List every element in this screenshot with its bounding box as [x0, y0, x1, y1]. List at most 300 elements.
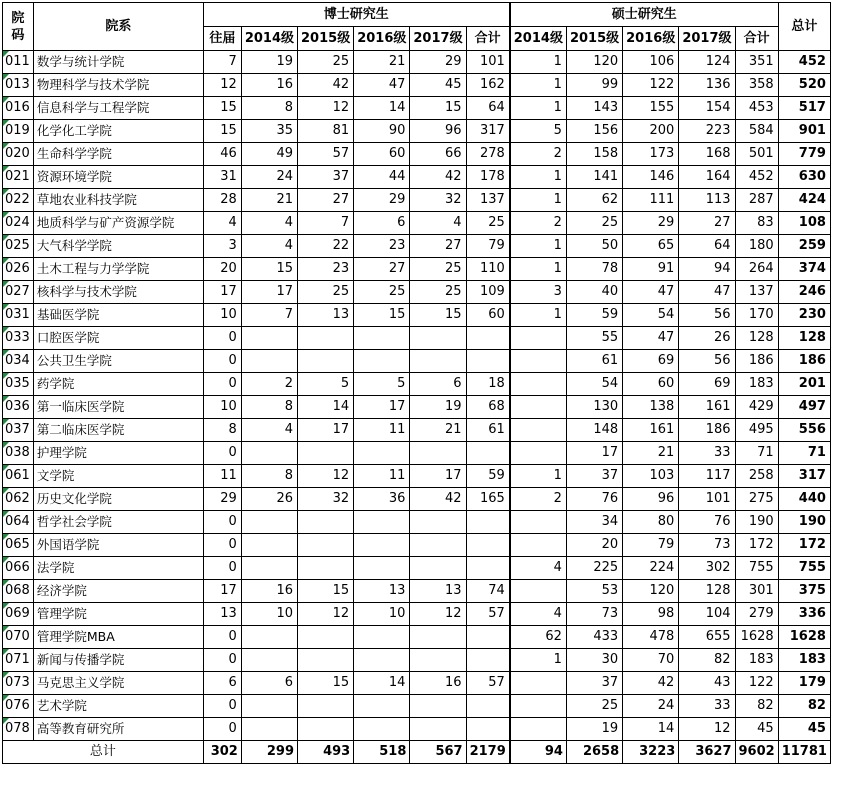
master-cell: 4 [510, 603, 567, 626]
summary-phd-cell: 2179 [466, 741, 510, 764]
table-row [3, 51, 831, 74]
dept-code: 071 [3, 649, 34, 672]
master-cell: 287 [735, 189, 778, 212]
phd-cell: 0 [203, 718, 241, 741]
header-total: 总计 [778, 3, 830, 51]
master-cell: 755 [735, 557, 778, 580]
phd-cell: 11 [203, 465, 241, 488]
master-cell: 12 [679, 718, 735, 741]
phd-cell: 15 [203, 120, 241, 143]
row-total: 183 [778, 649, 830, 672]
master-cell: 56 [679, 304, 735, 327]
phd-cell: 8 [241, 97, 297, 120]
table-row [3, 327, 831, 350]
master-cell: 158 [566, 143, 622, 166]
row-total: 336 [778, 603, 830, 626]
dept-name: 第二临床医学院 [33, 419, 203, 442]
phd-cell: 110 [466, 258, 510, 281]
phd-cell [354, 626, 410, 649]
master-cell: 76 [679, 511, 735, 534]
row-total: 1628 [778, 626, 830, 649]
phd-cell [354, 511, 410, 534]
phd-cell: 0 [203, 350, 241, 373]
master-cell: 21 [623, 442, 679, 465]
summary-phd-cell: 567 [410, 741, 466, 764]
master-cell: 1 [510, 51, 567, 74]
phd-cell: 15 [241, 258, 297, 281]
phd-cell [466, 350, 510, 373]
master-cell: 224 [623, 557, 679, 580]
phd-cell [241, 350, 297, 373]
master-cell: 47 [623, 327, 679, 350]
phd-cell [410, 327, 466, 350]
master-cell: 1 [510, 74, 567, 97]
phd-cell: 162 [466, 74, 510, 97]
phd-cell [241, 327, 297, 350]
phd-cell: 13 [203, 603, 241, 626]
table-row [3, 603, 831, 626]
phd-cell: 16 [410, 672, 466, 695]
dept-name: 马克思主义学院 [33, 672, 203, 695]
phd-cell: 11 [354, 465, 410, 488]
master-cell: 33 [679, 695, 735, 718]
phd-cell: 0 [203, 557, 241, 580]
dept-name: 护理学院 [33, 442, 203, 465]
phd-cell: 25 [466, 212, 510, 235]
master-cell: 302 [679, 557, 735, 580]
master-cell: 161 [679, 396, 735, 419]
row-total: 374 [778, 258, 830, 281]
master-cell: 54 [566, 373, 622, 396]
phd-cell [298, 511, 354, 534]
phd-cell: 317 [466, 120, 510, 143]
master-cell: 61 [566, 350, 622, 373]
master-cell: 53 [566, 580, 622, 603]
phd-cell [354, 534, 410, 557]
dept-code: 038 [3, 442, 34, 465]
dept-name: 地质科学与矿产资源学院 [33, 212, 203, 235]
master-cell: 190 [735, 511, 778, 534]
phd-cell: 29 [203, 488, 241, 511]
row-total: 259 [778, 235, 830, 258]
master-cell: 99 [566, 74, 622, 97]
phd-cell [410, 557, 466, 580]
dept-name: 经济学院 [33, 580, 203, 603]
master-cell: 71 [735, 442, 778, 465]
master-cell: 55 [566, 327, 622, 350]
master-cell: 69 [623, 350, 679, 373]
master-cell: 1 [510, 258, 567, 281]
table-row [3, 97, 831, 120]
table-row [3, 166, 831, 189]
dept-name: 土木工程与力学学院 [33, 258, 203, 281]
dept-code: 031 [3, 304, 34, 327]
summary-total: 11781 [778, 741, 830, 764]
phd-cell [298, 718, 354, 741]
master-cell: 128 [679, 580, 735, 603]
table-row [3, 120, 831, 143]
phd-cell [354, 327, 410, 350]
phd-cell: 0 [203, 373, 241, 396]
dept-name: 核科学与技术学院 [33, 281, 203, 304]
phd-cell [410, 350, 466, 373]
phd-cell: 57 [298, 143, 354, 166]
phd-cell [298, 442, 354, 465]
master-cell: 120 [623, 580, 679, 603]
master-cell: 59 [566, 304, 622, 327]
master-cell: 62 [566, 189, 622, 212]
row-total: 755 [778, 557, 830, 580]
phd-cell: 32 [298, 488, 354, 511]
table-row [3, 212, 831, 235]
master-cell: 101 [679, 488, 735, 511]
dept-name: 艺术学院 [33, 695, 203, 718]
master-cell: 37 [566, 465, 622, 488]
row-total: 375 [778, 580, 830, 603]
phd-cell: 45 [410, 74, 466, 97]
header-master: 硕士研究生 [510, 3, 778, 27]
row-total: 128 [778, 327, 830, 350]
master-cell: 183 [735, 649, 778, 672]
master-cell: 69 [679, 373, 735, 396]
master-cell [510, 695, 567, 718]
master-cell: 1 [510, 649, 567, 672]
phd-cell: 17 [241, 281, 297, 304]
phd-cell: 4 [410, 212, 466, 235]
table-row [3, 143, 831, 166]
master-cell: 73 [566, 603, 622, 626]
phd-cell: 15 [298, 672, 354, 695]
master-cell: 183 [735, 373, 778, 396]
dept-code: 073 [3, 672, 34, 695]
dept-code: 011 [3, 51, 34, 74]
phd-cell: 27 [354, 258, 410, 281]
row-total: 440 [778, 488, 830, 511]
row-total: 452 [778, 51, 830, 74]
phd-cell: 23 [354, 235, 410, 258]
table-row [3, 695, 831, 718]
master-cell: 172 [735, 534, 778, 557]
master-cell: 146 [623, 166, 679, 189]
master-cell: 433 [566, 626, 622, 649]
phd-cell: 0 [203, 695, 241, 718]
phd-cell: 25 [410, 258, 466, 281]
dept-code: 068 [3, 580, 34, 603]
table-row [3, 189, 831, 212]
phd-cell: 6 [410, 373, 466, 396]
phd-cell [354, 442, 410, 465]
phd-cell: 4 [241, 212, 297, 235]
master-cell: 351 [735, 51, 778, 74]
phd-cell: 14 [298, 396, 354, 419]
master-cell: 225 [566, 557, 622, 580]
phd-cell [298, 327, 354, 350]
master-cell: 79 [623, 534, 679, 557]
header-master-col: 2017级 [679, 27, 735, 51]
row-total: 108 [778, 212, 830, 235]
dept-code: 016 [3, 97, 34, 120]
table-body [3, 51, 831, 741]
master-cell: 154 [679, 97, 735, 120]
dept-name: 公共卫生学院 [33, 350, 203, 373]
phd-cell: 5 [298, 373, 354, 396]
master-cell: 301 [735, 580, 778, 603]
master-cell: 141 [566, 166, 622, 189]
master-cell: 279 [735, 603, 778, 626]
dept-code: 035 [3, 373, 34, 396]
phd-cell [298, 350, 354, 373]
header-master-col: 2016级 [623, 27, 679, 51]
phd-cell [410, 695, 466, 718]
phd-cell [241, 511, 297, 534]
phd-cell [466, 511, 510, 534]
master-cell: 137 [735, 281, 778, 304]
master-cell: 76 [566, 488, 622, 511]
master-cell: 1 [510, 189, 567, 212]
phd-cell [298, 649, 354, 672]
table-row [3, 235, 831, 258]
phd-cell: 27 [298, 189, 354, 212]
master-cell: 42 [623, 672, 679, 695]
phd-cell: 15 [410, 97, 466, 120]
master-cell: 1628 [735, 626, 778, 649]
phd-cell [298, 534, 354, 557]
master-cell: 20 [566, 534, 622, 557]
phd-cell [298, 626, 354, 649]
master-cell: 17 [566, 442, 622, 465]
phd-cell: 165 [466, 488, 510, 511]
phd-cell: 61 [466, 419, 510, 442]
master-cell: 168 [679, 143, 735, 166]
master-cell: 478 [623, 626, 679, 649]
dept-code: 020 [3, 143, 34, 166]
phd-cell: 57 [466, 603, 510, 626]
master-cell [510, 442, 567, 465]
master-cell: 501 [735, 143, 778, 166]
dept-code: 062 [3, 488, 34, 511]
phd-cell: 59 [466, 465, 510, 488]
header-phd-col: 2014级 [241, 27, 297, 51]
master-cell: 136 [679, 74, 735, 97]
summary-master-cell: 94 [510, 741, 567, 764]
master-cell: 80 [623, 511, 679, 534]
phd-cell: 66 [410, 143, 466, 166]
phd-cell: 25 [298, 51, 354, 74]
dept-code: 024 [3, 212, 34, 235]
phd-cell: 8 [241, 396, 297, 419]
row-total: 201 [778, 373, 830, 396]
table-row [3, 672, 831, 695]
master-cell: 26 [679, 327, 735, 350]
dept-name: 法学院 [33, 557, 203, 580]
master-cell: 14 [623, 718, 679, 741]
table-row [3, 465, 831, 488]
phd-cell: 79 [466, 235, 510, 258]
phd-cell [410, 534, 466, 557]
master-cell: 138 [623, 396, 679, 419]
phd-cell: 0 [203, 442, 241, 465]
master-cell: 27 [679, 212, 735, 235]
phd-cell: 15 [298, 580, 354, 603]
master-cell: 4 [510, 557, 567, 580]
master-cell [510, 350, 567, 373]
row-total: 172 [778, 534, 830, 557]
dept-name: 化学化工学院 [33, 120, 203, 143]
master-cell: 1 [510, 166, 567, 189]
master-cell: 25 [566, 212, 622, 235]
phd-cell: 10 [354, 603, 410, 626]
phd-cell: 0 [203, 511, 241, 534]
phd-cell: 19 [410, 396, 466, 419]
phd-cell [410, 718, 466, 741]
dept-name: 物理科学与技术学院 [33, 74, 203, 97]
phd-cell: 4 [203, 212, 241, 235]
master-cell: 200 [623, 120, 679, 143]
table-row [3, 718, 831, 741]
phd-cell: 18 [466, 373, 510, 396]
phd-cell: 20 [203, 258, 241, 281]
phd-cell: 0 [203, 534, 241, 557]
phd-cell: 16 [241, 580, 297, 603]
master-cell: 495 [735, 419, 778, 442]
phd-cell: 14 [354, 97, 410, 120]
phd-cell: 4 [241, 419, 297, 442]
master-cell: 453 [735, 97, 778, 120]
phd-cell: 12 [410, 603, 466, 626]
dept-name: 管理学院MBA [33, 626, 203, 649]
row-total: 246 [778, 281, 830, 304]
master-cell: 19 [566, 718, 622, 741]
dept-name: 管理学院 [33, 603, 203, 626]
master-cell: 30 [566, 649, 622, 672]
master-cell [510, 327, 567, 350]
master-cell: 47 [679, 281, 735, 304]
dept-code: 070 [3, 626, 34, 649]
table-row [3, 442, 831, 465]
master-cell: 655 [679, 626, 735, 649]
master-cell: 1 [510, 235, 567, 258]
phd-cell: 25 [410, 281, 466, 304]
dept-name: 外国语学院 [33, 534, 203, 557]
dept-name: 药学院 [33, 373, 203, 396]
summary-master-cell: 9602 [735, 741, 778, 764]
header-phd-col: 2017级 [410, 27, 466, 51]
master-cell: 170 [735, 304, 778, 327]
phd-cell: 278 [466, 143, 510, 166]
master-cell: 40 [566, 281, 622, 304]
header-dept: 院系 [33, 3, 203, 51]
master-cell [510, 580, 567, 603]
phd-cell [410, 442, 466, 465]
master-cell: 91 [623, 258, 679, 281]
master-cell: 62 [510, 626, 567, 649]
master-cell: 120 [566, 51, 622, 74]
dept-code: 019 [3, 120, 34, 143]
dept-name: 哲学社会学院 [33, 511, 203, 534]
master-cell: 29 [623, 212, 679, 235]
dept-code: 025 [3, 235, 34, 258]
phd-cell: 42 [410, 166, 466, 189]
phd-cell: 0 [203, 327, 241, 350]
dept-code: 036 [3, 396, 34, 419]
phd-cell: 17 [203, 281, 241, 304]
summary-phd-cell: 299 [241, 741, 297, 764]
phd-cell: 42 [298, 74, 354, 97]
phd-cell: 81 [298, 120, 354, 143]
phd-cell: 16 [241, 74, 297, 97]
master-cell: 122 [623, 74, 679, 97]
phd-cell: 4 [241, 235, 297, 258]
phd-cell: 7 [298, 212, 354, 235]
dept-name: 第一临床医学院 [33, 396, 203, 419]
table-row [3, 649, 831, 672]
master-cell: 156 [566, 120, 622, 143]
phd-cell: 31 [203, 166, 241, 189]
master-cell: 1 [510, 465, 567, 488]
dept-code: 065 [3, 534, 34, 557]
header-phd-col: 2016级 [354, 27, 410, 51]
table-row [3, 258, 831, 281]
phd-cell: 44 [354, 166, 410, 189]
phd-cell: 109 [466, 281, 510, 304]
phd-cell [298, 695, 354, 718]
master-cell [510, 511, 567, 534]
phd-cell: 178 [466, 166, 510, 189]
master-cell: 1 [510, 304, 567, 327]
dept-name: 高等教育研究所 [33, 718, 203, 741]
phd-cell [241, 649, 297, 672]
phd-cell [354, 557, 410, 580]
phd-cell [410, 649, 466, 672]
phd-cell [354, 649, 410, 672]
dept-code: 026 [3, 258, 34, 281]
header-code: 院 码 [3, 3, 34, 51]
master-cell: 161 [623, 419, 679, 442]
row-total: 901 [778, 120, 830, 143]
master-cell: 452 [735, 166, 778, 189]
table-row [3, 419, 831, 442]
dept-code: 061 [3, 465, 34, 488]
phd-cell: 0 [203, 649, 241, 672]
phd-cell: 8 [241, 465, 297, 488]
master-cell: 5 [510, 120, 567, 143]
phd-cell: 68 [466, 396, 510, 419]
master-cell: 2 [510, 212, 567, 235]
master-cell: 2 [510, 143, 567, 166]
phd-cell: 12 [298, 603, 354, 626]
master-cell: 60 [623, 373, 679, 396]
row-total: 497 [778, 396, 830, 419]
summary-master-cell: 2658 [566, 741, 622, 764]
phd-cell [466, 718, 510, 741]
master-cell: 64 [679, 235, 735, 258]
phd-cell: 17 [354, 396, 410, 419]
phd-cell: 35 [241, 120, 297, 143]
row-total: 520 [778, 74, 830, 97]
master-cell: 54 [623, 304, 679, 327]
master-cell: 104 [679, 603, 735, 626]
phd-cell: 15 [354, 304, 410, 327]
master-cell: 117 [679, 465, 735, 488]
master-cell: 43 [679, 672, 735, 695]
dept-name: 信息科学与工程学院 [33, 97, 203, 120]
master-cell: 50 [566, 235, 622, 258]
phd-cell [466, 557, 510, 580]
master-cell: 94 [679, 258, 735, 281]
phd-cell: 22 [298, 235, 354, 258]
phd-cell: 17 [298, 419, 354, 442]
master-cell [510, 396, 567, 419]
